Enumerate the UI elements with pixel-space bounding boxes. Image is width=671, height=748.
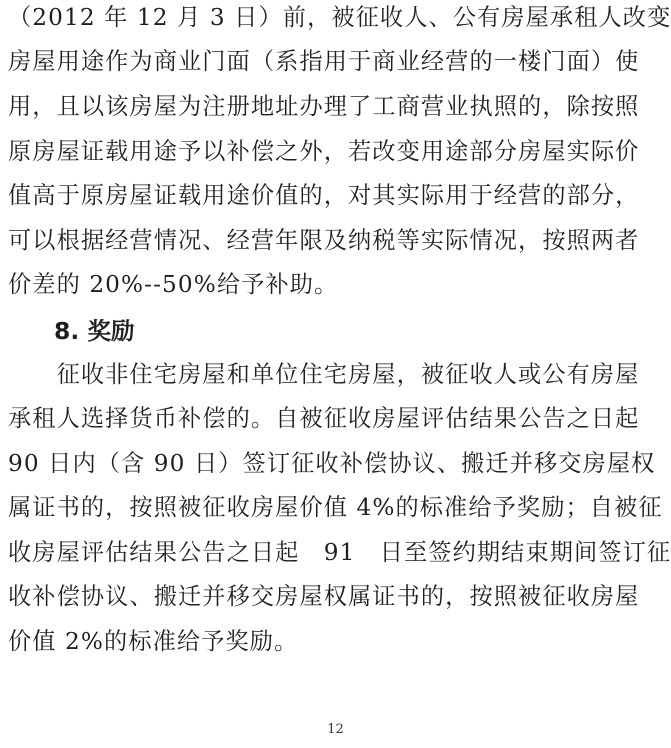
paragraph-2-line: 价值 2%的标准给予奖励。 bbox=[8, 628, 299, 655]
section-heading: 8. 奖励 bbox=[54, 317, 135, 345]
paragraph-1-line: 房屋用途作为商业门面（系指用于商业经营的一楼门面）使 bbox=[8, 48, 640, 75]
paragraph-1-line: 价差的 20%--50%给予补助。 bbox=[8, 271, 339, 298]
paragraph-2-line: 90 日内（含 90 日）签订征收补偿协议、搬迁并移交房屋权 bbox=[8, 450, 656, 477]
paragraph-1-line: 原房屋证载用途予以补偿之外，若改变用途部分房屋实际价 bbox=[8, 138, 640, 165]
paragraph-2-line: 属证书的，按照被征收房屋价值 4%的标准给予奖励；自被征 bbox=[8, 494, 663, 521]
paragraph-1-line: 值高于原房屋证载用途价值的，对其实际用于经营的部分， bbox=[8, 182, 640, 209]
paragraph-2-line: 收房屋评估结果公告之日起 91 日至签约期结束期间签订征 bbox=[8, 539, 671, 566]
paragraph-2-line: 承租人选择货币补偿的。自被征收房屋评估结果公告之日起 bbox=[8, 405, 640, 432]
paragraph-2-line: 收补偿协议、搬迁并移交房屋权属证书的，按照被征收房屋 bbox=[8, 583, 640, 610]
paragraph-2-line: 征收非住宅房屋和单位住宅房屋，被征收人或公有房屋 bbox=[8, 361, 640, 388]
paragraph-1-line: （2012 年 12 月 3 日）前，被征收人、公有房屋承租人改变 bbox=[8, 4, 671, 31]
paragraph-1-line: 可以根据经营情况、经营年限及纳税等实际情况，按照两者 bbox=[8, 227, 640, 254]
page-number: 12 bbox=[327, 722, 344, 737]
paragraph-1-line: 用，且以该房屋为注册地址办理了工商营业执照的，除按照 bbox=[8, 93, 640, 120]
